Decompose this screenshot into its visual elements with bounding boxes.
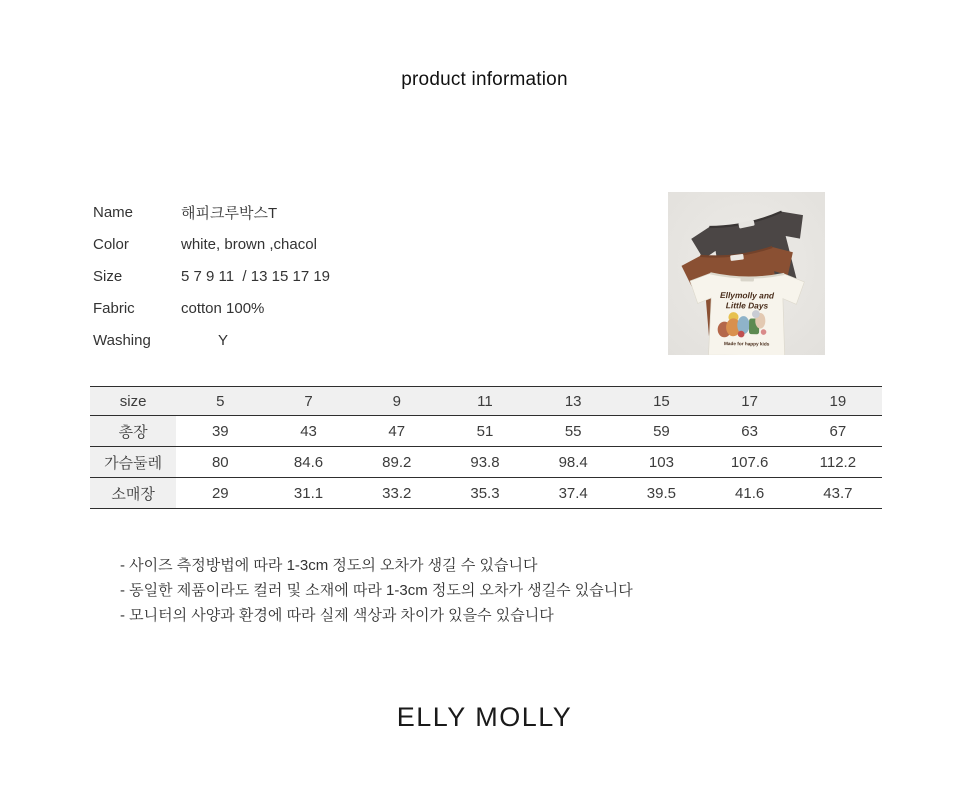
- size-table-cell: 59: [653, 422, 670, 440]
- size-table-cell: 55: [564, 422, 582, 440]
- shirt-print-line1: Ellymolly and: [720, 290, 775, 301]
- detail-label: Color: [93, 235, 129, 253]
- size-table-cell: 51: [476, 422, 494, 440]
- size-table-header-cell: 15: [653, 392, 670, 410]
- size-table-cell: 80: [211, 453, 229, 471]
- size-chart-section: [90, 386, 882, 509]
- detail-row: [93, 196, 330, 228]
- page-title: product information: [401, 69, 568, 90]
- size-table-cell: 103: [648, 453, 674, 471]
- size-table-cell: 43: [300, 422, 317, 440]
- size-table-header-cell: 13: [564, 392, 582, 410]
- size-table-header-row: [90, 387, 882, 416]
- size-table-cell: 43.7: [823, 484, 853, 502]
- size-table-cell: 93.8: [470, 453, 500, 471]
- size-table-cell: 41.6: [735, 484, 765, 502]
- size-table-header-cell: 9: [392, 392, 401, 410]
- detail-label: Washing: [93, 331, 151, 349]
- brand-logo-text: ELLY MOLLY: [396, 702, 573, 732]
- size-table-cell: 31.1: [293, 484, 324, 502]
- size-table-header-cell: 7: [304, 392, 313, 410]
- size-table-header-cell: 11: [477, 392, 493, 410]
- size-table-header-cell: 5: [216, 392, 225, 410]
- size-table-cell: 29: [211, 484, 229, 502]
- shirt-print-line3: Made for happy kids: [723, 341, 770, 347]
- note-line: - 사이즈 측정방법에 따라 1-3cm 정도의 오차가 생길 수 있습니다: [120, 557, 538, 574]
- detail-value: white, brown ,chacol: [181, 235, 317, 253]
- size-table-row: [90, 416, 882, 447]
- size-table-header-cell: size: [119, 392, 147, 410]
- detail-row: [93, 324, 330, 356]
- size-table-row-label: 총장: [90, 416, 176, 447]
- size-table-header-cell: 17: [741, 392, 758, 410]
- product-details: [93, 196, 330, 356]
- size-table: [90, 386, 882, 509]
- size-table-row-label: 소매장: [90, 478, 176, 509]
- size-table-row-label: 가슴둘레: [90, 447, 176, 478]
- detail-value: Y: [218, 331, 229, 349]
- detail-row: [93, 260, 330, 292]
- detail-row: [93, 228, 330, 260]
- size-table-head: [90, 387, 882, 416]
- size-table-cell: 35.3: [470, 484, 500, 502]
- size-table-cell: 39: [211, 422, 229, 440]
- detail-label: Fabric: [93, 299, 135, 317]
- detail-value: 5 7 9 11 / 13 15 17 19: [181, 267, 331, 285]
- size-table-cell: 107.6: [730, 453, 769, 471]
- size-table-cell: 63: [741, 422, 758, 440]
- size-table-cell: 112.2: [819, 453, 857, 471]
- size-table-cell: 33.2: [382, 484, 412, 502]
- size-table-cell: 84.6: [293, 453, 324, 471]
- size-table-cell: 39.5: [646, 484, 676, 502]
- detail-row: [93, 292, 330, 324]
- size-table-cell: 47: [388, 422, 406, 440]
- note-line: - 모니터의 사양과 환경에 따라 실제 색상과 차이가 있을수 있습니다: [120, 607, 554, 624]
- detail-label: Name: [93, 203, 134, 221]
- size-table-row: [90, 478, 882, 509]
- size-table-body: [90, 416, 882, 509]
- collar-tag: [740, 277, 753, 282]
- size-table-cell: 89.2: [382, 453, 412, 471]
- size-table-row: [90, 447, 882, 478]
- detail-value: 해피크루박스T: [181, 204, 278, 222]
- detail-value: cotton 100%: [181, 299, 265, 317]
- notes: [120, 553, 633, 628]
- size-table-cell: 98.4: [558, 453, 588, 471]
- detail-label: Size: [93, 267, 123, 285]
- note-line: - 동일한 제품이라도 컬러 및 소재에 따라 1-3cm 정도의 오차가 생길수 있습니다: [120, 582, 633, 599]
- size-table-header-cell: 19: [829, 392, 847, 410]
- size-table-cell: 37.4: [558, 484, 588, 502]
- shirt-print-line2: Little Days: [725, 300, 769, 311]
- product-photo: [668, 192, 825, 355]
- size-table-cell: 67: [829, 422, 847, 440]
